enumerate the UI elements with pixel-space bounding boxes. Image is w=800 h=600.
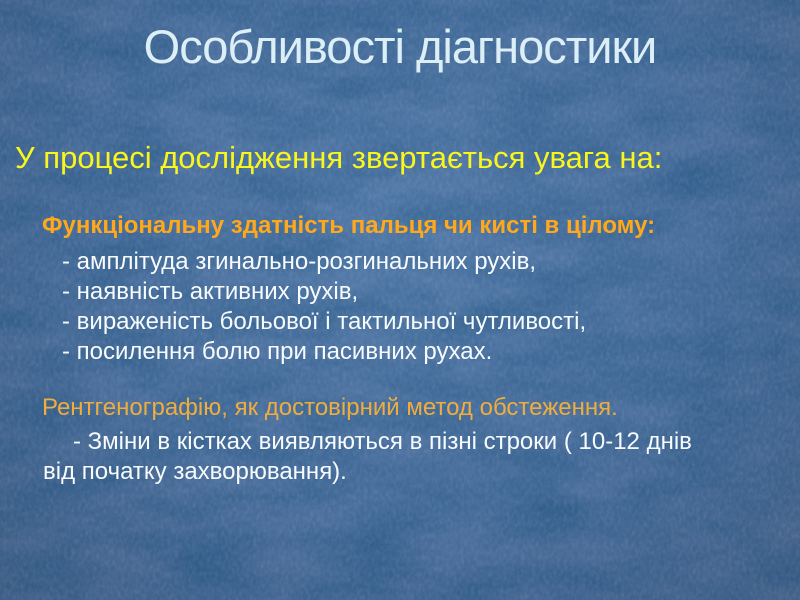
list-item: - посилення болю при пасивних рухах.	[62, 338, 493, 365]
list-item: - вираженість больової і тактильної чутливості,	[62, 308, 587, 335]
list-item: - амплітуда згинально-розгинальних рухів,	[62, 248, 537, 275]
body-line: - Зміни в кістках виявляються в пізні строки ( 10-12 днів	[73, 428, 692, 455]
xray-section-heading: Рентгенографію, як достовірний метод обстеження.	[42, 394, 618, 421]
functional-section-heading: Функціональну здатність пальця чи кисті в цілому:	[42, 212, 656, 239]
list-item: - наявність активних рухів,	[62, 278, 359, 305]
functional-item-list	[62, 247, 586, 367]
intro-line: У процесі дослідження звертається увага на:	[15, 140, 663, 175]
xray-section-body	[43, 427, 692, 487]
slide-title: Особливості діагностики	[143, 20, 657, 73]
body-line: від початку захворювання).	[43, 458, 347, 485]
